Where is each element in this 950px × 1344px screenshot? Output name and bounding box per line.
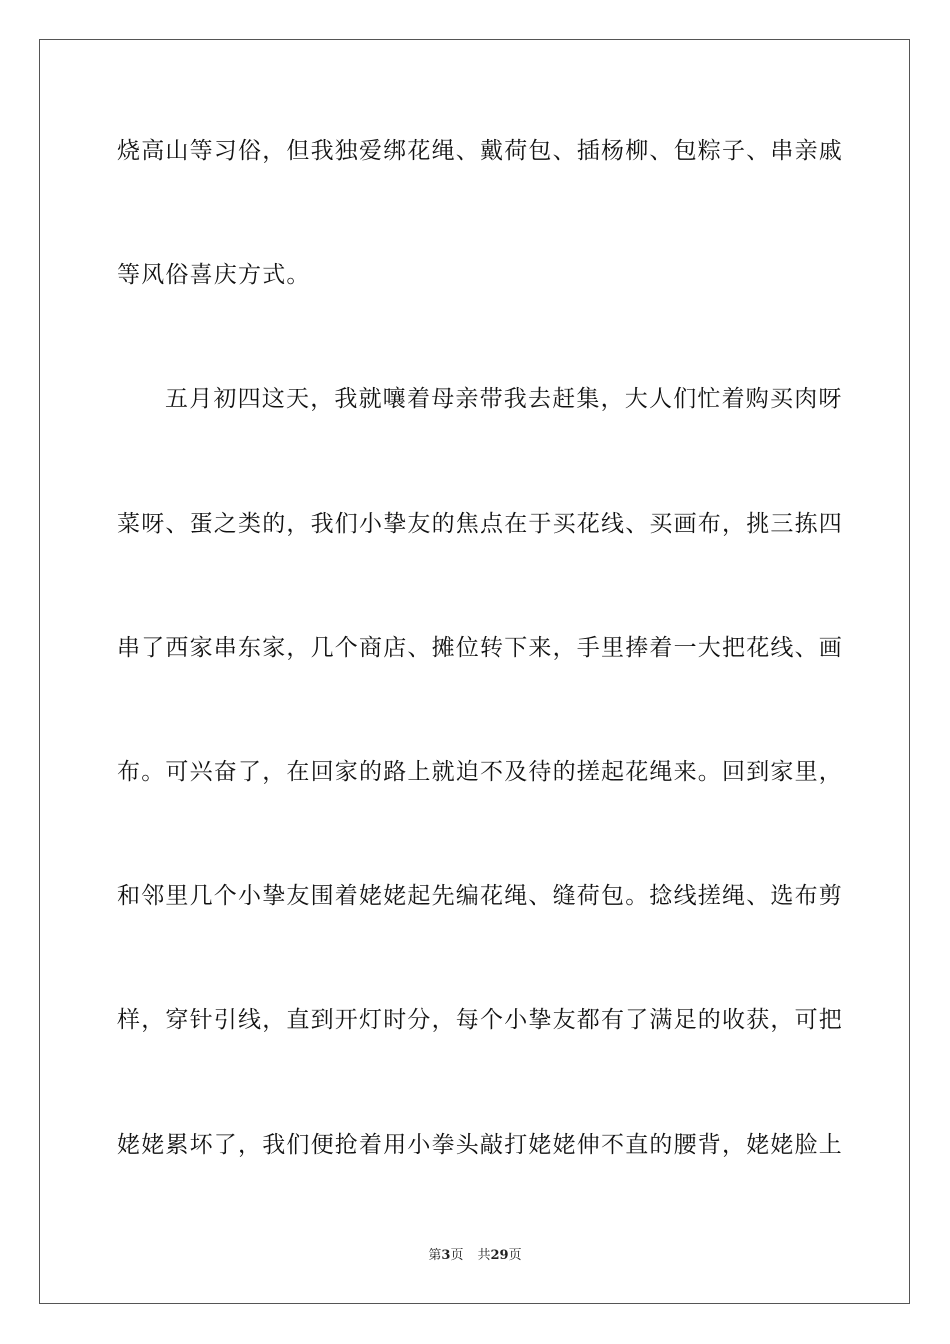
paragraph-line: 等风俗喜庆方式。 xyxy=(117,262,311,288)
page-footer xyxy=(0,1247,950,1265)
page-number-prefix: 第 xyxy=(428,1248,442,1263)
total-pages-number: 29 xyxy=(490,1248,509,1263)
paragraph-line: 烧高山等习俗，但我独爱绑花绳、戴荷包、插杨柳、包粽子、串亲戚 xyxy=(117,138,843,164)
total-pages-prefix: 共 xyxy=(477,1248,491,1263)
page-number-suffix: 页 xyxy=(450,1248,464,1263)
current-page-number: 3 xyxy=(441,1248,451,1263)
paragraph-line: 样，穿针引线，直到开灯时分，每个小挚友都有了满足的收获，可把 xyxy=(117,1007,843,1033)
page-border xyxy=(39,39,910,1304)
total-pages-suffix: 页 xyxy=(508,1248,522,1263)
paragraph-line: 五月初四这天，我就嚷着母亲带我去赶集，大人们忙着购买肉呀 xyxy=(165,386,843,412)
paragraph-line: 菜呀、蛋之类的，我们小挚友的焦点在于买花线、买画布，挑三拣四 xyxy=(117,511,843,537)
paragraph-line: 和邻里几个小挚友围着姥姥起先编花绳、缝荷包。捻线搓绳、选布剪 xyxy=(117,883,843,909)
paragraph-line: 布。可兴奋了，在回家的路上就迫不及待的搓起花绳来。回到家里， xyxy=(117,759,843,785)
paragraph-line: 姥姥累坏了，我们便抢着用小拳头敲打姥姥伸不直的腰背，姥姥脸上 xyxy=(117,1132,843,1158)
paragraph-line: 串了西家串东家，几个商店、摊位转下来，手里捧着一大把花线、画 xyxy=(117,635,843,661)
